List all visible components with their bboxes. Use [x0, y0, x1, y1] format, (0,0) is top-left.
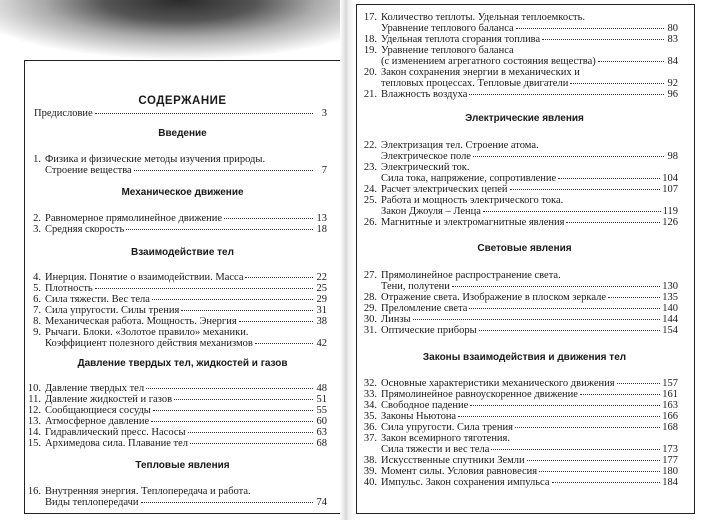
toc-entry-34[interactable]: 34. Свободное падение 163: [363, 400, 678, 411]
toc-entry-17[interactable]: 17. Количество теплоты. Удельная теплоемкость.: [363, 12, 586, 23]
toc-entry-11[interactable]: 11. Давление жидкостей и газов 51: [28, 394, 327, 405]
toc-entry-13[interactable]: 13. Атмосферное давление 60: [27, 416, 327, 427]
section-heading-electric: Электрические явления: [465, 113, 584, 124]
toc-entry-37[interactable]: 37. Закон всемирного тяготения.: [363, 433, 511, 444]
section-heading-laws: Законы взаимодействия и движения тел: [422, 352, 627, 363]
toc-entry-3[interactable]: 3. Средняя скорость 18: [33, 224, 327, 235]
toc-entry-35[interactable]: 35. Законы Ньютона 166: [363, 411, 678, 422]
section-heading-interact: Взаимодействие тел: [131, 247, 234, 258]
toc-entry-5[interactable]: 5. Плотность 25: [33, 283, 327, 294]
toc-entry-18[interactable]: 18. Удельная теплота сгорания топлива 83: [363, 34, 678, 45]
toc-entry-22[interactable]: 22. Электризация тел. Строение атома.: [363, 140, 539, 151]
left-page: [0, 0, 346, 520]
toc-entry-23-cont[interactable]: Сила тока, напряжение, сопротивление 104: [381, 173, 678, 184]
toc-entry-27[interactable]: 27. Прямолинейное распространение света.: [363, 270, 561, 281]
toc-entry-39[interactable]: 39. Момент силы. Условия равновесия 180: [363, 466, 678, 477]
toc-entry-28[interactable]: 28. Отражение света. Изображение в плоском зеркале 135: [363, 292, 678, 303]
toc-entry-22-cont[interactable]: Электрическое поле 98: [381, 151, 678, 162]
toc-entry-38[interactable]: 38. Искусственные спутники Земли 177: [363, 455, 678, 466]
toc-entry-40[interactable]: 40. Импульс. Закон сохранения импульса 184: [363, 477, 678, 488]
toc-entry-17-cont[interactable]: Уравнение теплового баланса 80: [381, 23, 678, 34]
toc-entry-33[interactable]: 33. Прямолинейное равноускоренное движение 161: [363, 389, 678, 400]
toc-entry-6[interactable]: 6. Сила тяжести. Вес тела 29: [33, 294, 327, 305]
toc-entry-37-cont[interactable]: Сила тяжести и вес тела 173: [381, 444, 678, 455]
toc-entry-16-cont[interactable]: Виды теплопередачи 74: [45, 497, 327, 508]
toc-entry-15[interactable]: 15. Архимедова сила. Плавание тел 68: [27, 438, 327, 449]
toc-entry-12[interactable]: 12. Сообщающиеся сосуды 55: [27, 405, 327, 416]
toc-entry-32[interactable]: 32. Основные характеристики механического движения 157: [363, 378, 678, 389]
toc-entry-10[interactable]: 10. Давление твердых тел 48: [27, 383, 327, 394]
toc-entry-1-cont[interactable]: Строение вещества 7: [45, 165, 327, 176]
section-heading-thermal: Тепловые явления: [135, 460, 230, 471]
toc-entry-27-cont[interactable]: Тени, полутени 130: [381, 281, 678, 292]
toc-entry-24[interactable]: 24. Расчет электрических цепей 107: [363, 184, 678, 195]
toc-entry-1[interactable]: 1. Физика и физические методы изучения природы.: [33, 154, 266, 165]
toc-entry-25-cont[interactable]: Закон Джоуля – Ленца 119: [381, 206, 678, 217]
toc-entry-19[interactable]: 19. Уравнение теплового баланса: [363, 45, 514, 56]
toc-entry-8[interactable]: 8. Механическая работа. Мощность. Энергия 38: [33, 316, 327, 327]
section-heading-mech: Механическое движение: [121, 187, 244, 198]
toc-entry-14[interactable]: 14. Гидравлический пресс. Насосы 63: [27, 427, 327, 438]
toc-entry-36[interactable]: 36. Сила упругости. Сила трения 168: [363, 422, 678, 433]
toc-entry-2[interactable]: 2. Равномерное прямолинейное движение 13: [33, 213, 327, 224]
toc-title: СОДЕРЖАНИЕ: [138, 95, 227, 107]
toc-entry-25[interactable]: 25. Работа и мощность электрического тока.: [363, 195, 564, 206]
toc-entry-19-cont[interactable]: (с изменением агрегатного состояния вещества) 84: [381, 56, 678, 67]
section-heading-pressure: Давление твердых тел, жидкостей и газов: [77, 358, 288, 369]
toc-entry-31[interactable]: 31. Оптические приборы 154: [363, 325, 678, 336]
toc-entry-9[interactable]: 9. Рычаги. Блоки. «Золотое правило» механики.: [33, 327, 249, 338]
toc-entry-29[interactable]: 29. Преломление света 140: [363, 303, 678, 314]
toc-entry-16[interactable]: 16. Внутренняя энергия. Теплопередача и работа.: [27, 486, 251, 497]
toc-entry-26[interactable]: 26. Магнитные и электромагнитные явления 126: [363, 217, 678, 228]
section-heading-light: Световые явления: [477, 243, 572, 254]
section-heading-intro: Введение: [158, 128, 207, 139]
right-page: [348, 0, 702, 520]
toc-entry-9-cont[interactable]: Коэффициент полезного действия механизмов 42: [45, 338, 327, 349]
toc-entry-21[interactable]: 21. Влажность воздуха 96: [363, 89, 678, 100]
toc-entry-30[interactable]: 30. Линзы 144: [363, 314, 678, 325]
toc-entry-20-cont[interactable]: тепловых процессах. Тепловые двигатели 92: [381, 78, 678, 89]
toc-entry-4[interactable]: 4. Инерция. Понятие о взаимодействии. Масса 22: [33, 272, 327, 283]
toc-entry-20[interactable]: 20. Закон сохранения энергии в механических и: [363, 67, 580, 78]
toc-entry-preface[interactable]: Предисловие 3: [34, 108, 327, 119]
toc-entry-7[interactable]: 7. Сила упругости. Силы трения 31: [33, 305, 327, 316]
toc-entry-23[interactable]: 23. Электрический ток.: [363, 162, 470, 173]
